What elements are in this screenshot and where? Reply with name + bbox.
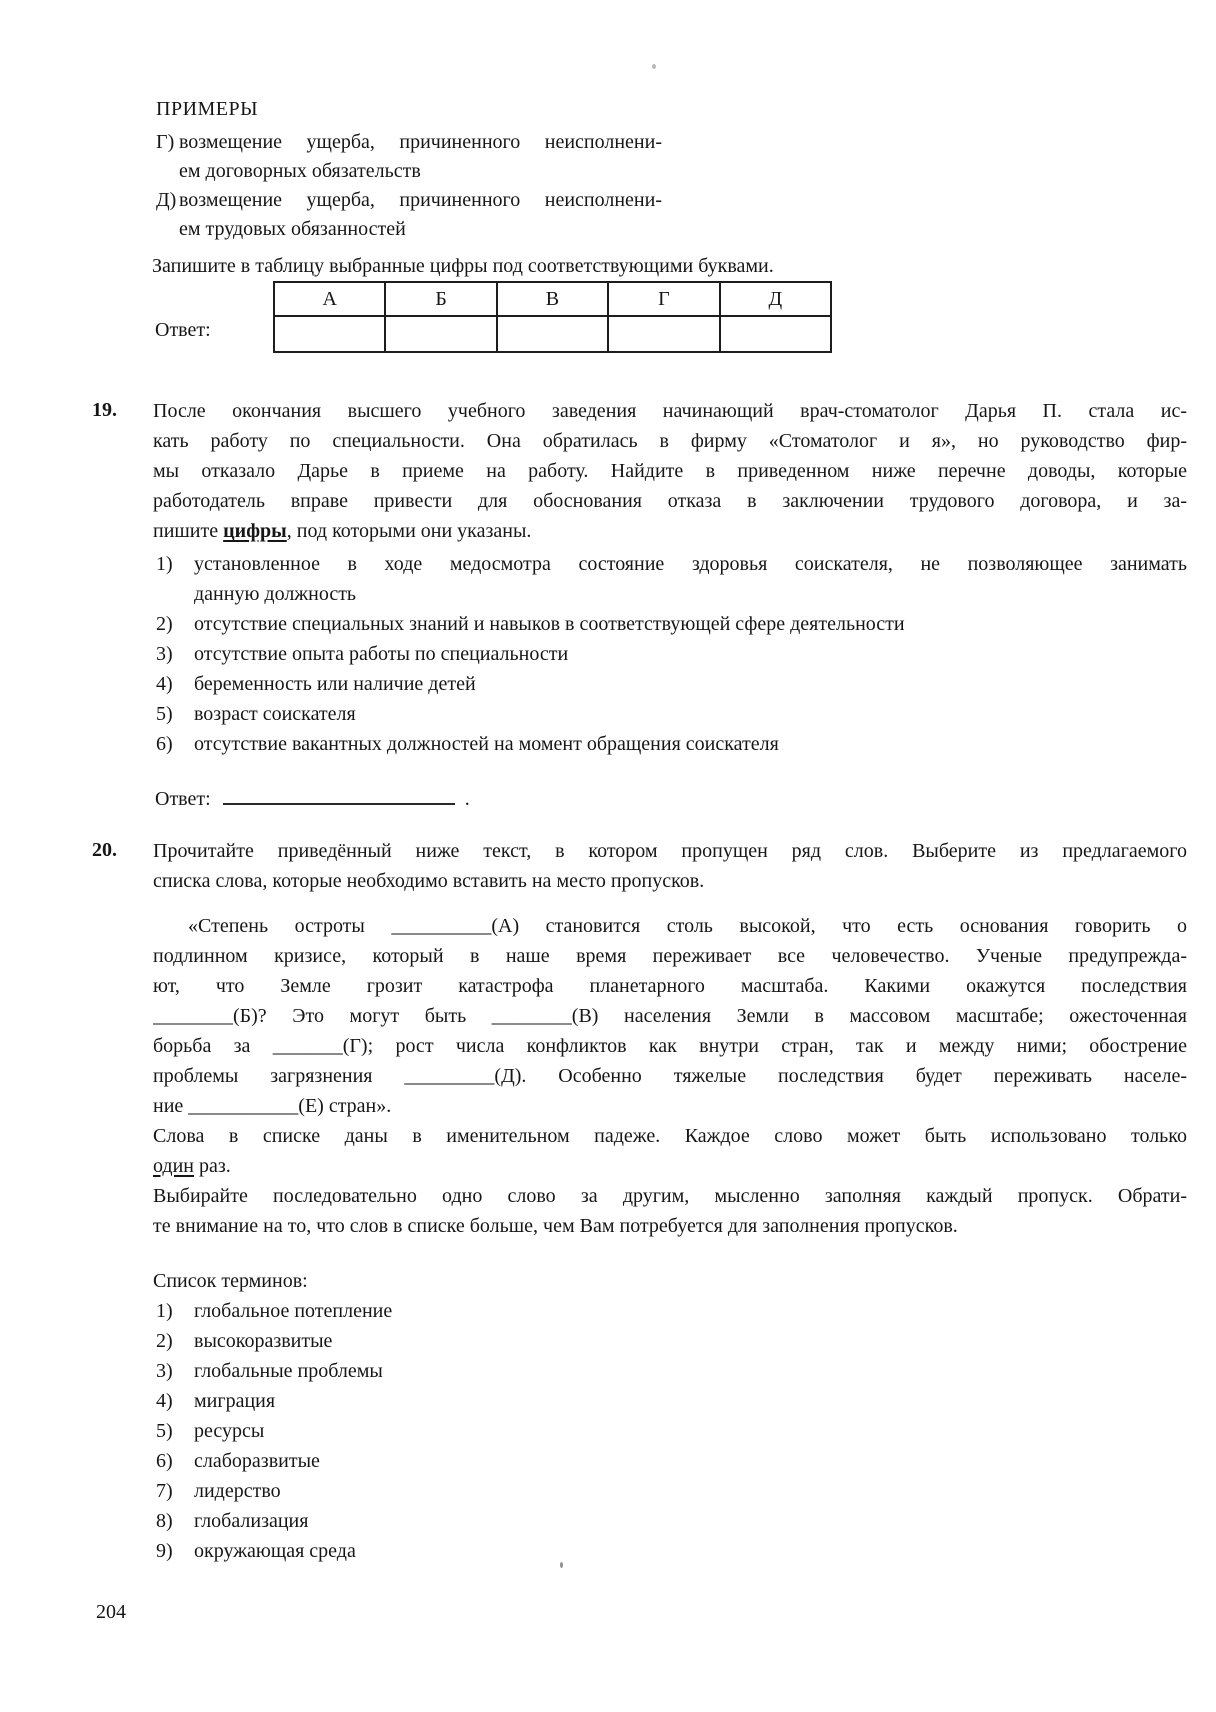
terms-list-heading: Список терминов: [153,1270,308,1292]
option-row [153,669,1187,699]
question-19 [92,396,1187,814]
example-text-line: ем договорных обязательств [179,160,421,182]
table-instruction: Запишите в таблицу выбранные цифры под соответствующими буквами. [152,255,774,277]
option-number: 6) [156,733,173,755]
question-text-line: После окончания высшего учебного заведения начинающий врач-стоматолог Дарья П. стала ис- [153,400,1187,422]
answer-table-empty-cell [274,316,385,352]
option-text: отсутствие специальных знаний и навыков в соответствующей сфере деятельности [194,613,905,635]
term-text: глобальные проблемы [194,1360,383,1382]
question-text-line: Прочитайте приведённый ниже текст, в котором пропущен ряд слов. Выберите из предлагаемого [153,840,1187,862]
term-row [153,1296,1187,1326]
term-number: 6) [156,1450,173,1472]
term-row [153,1386,1187,1416]
answer-table-header-cell: В [497,282,608,316]
question-text-line: работодатель вправе привести для обоснования отказа в заключении трудового договора, и за- [153,490,1187,512]
question-number: 19. [92,399,117,421]
answer-table-empty-cell [608,316,719,352]
term-row [153,1326,1187,1356]
term-text: высокоразвитые [194,1330,333,1352]
answer-table-empty-cell [720,316,831,352]
question-text-segment: пишите [153,520,224,542]
example-text-line: возмещение ущерба, причиненного неисполнени- [179,131,662,153]
question-body [153,836,1187,1566]
term-row [153,1506,1187,1536]
example-text [179,128,662,186]
passage-line: ют, что Земле грозит катастрофа планетарного масштаба. Какими окажутся последствия [153,975,1187,997]
option-row [153,639,1187,669]
example-text [179,186,662,244]
passage-line: ние ___________(Е) стран». [153,1095,392,1117]
passage-line: ________(Б)? Это могут быть ________(В) населения Земли в массовом масштабе; ожесточенная [153,1005,1187,1027]
page-number: 204 [96,1601,126,1623]
option-row [153,729,1187,759]
examples-section [92,95,1187,353]
term-number: 4) [156,1390,173,1412]
term-number: 7) [156,1480,173,1502]
note-text-segment: раз. [194,1155,231,1177]
answer-period: . [464,788,470,810]
question-text-line: списка слова, которые необходимо вставить на место пропусков. [153,870,705,892]
answer-table-header-cell: Г [608,282,719,316]
example-text-line: ем трудовых обязанностей [179,218,406,240]
question-text-line: кать работу по специальности. Она обратилась в фирму «Стоматолог и я», но руководство фир- [153,430,1187,452]
example-item [156,186,1187,244]
passage-with-blanks [153,911,1187,1121]
answer-table [273,281,832,353]
answer-table-header-cell: А [274,282,385,316]
term-number: 3) [156,1360,173,1382]
option-number: 1) [156,553,173,575]
option-text: отсутствие вакантных должностей на момент обращения соискателя [194,733,779,755]
term-text: миграция [194,1390,276,1412]
term-number: 2) [156,1330,173,1352]
answer-table-header-cell: Б [385,282,496,316]
answer-blank-underline [223,803,455,805]
option-row [153,609,1187,639]
term-number: 1) [156,1300,173,1322]
scan-speck [652,64,656,69]
passage-line: подлинном кризисе, который в наше время переживает все человечество. Ученые предупрежда- [153,945,1187,967]
answer-label: Ответ: [155,788,211,810]
answer-label: Ответ: [155,319,211,341]
answer-line [153,784,1187,814]
note-selection-hint [153,1181,1187,1241]
option-text [194,549,1187,609]
option-number: 4) [156,673,173,695]
examples-heading: ПРИМЕРЫ [156,98,259,120]
term-row [153,1356,1187,1386]
term-text: глобальное потепление [194,1300,393,1322]
option-number: 3) [156,643,173,665]
note-text-line: Слова в списке даны в именительном падеже. Каждое слово может быть использовано только [153,1125,1187,1147]
answer-table-value-row [274,316,831,352]
passage-line: «Степень остроты __________(А) становится столь высокой, что есть основания говорить о [188,915,1187,937]
term-number: 5) [156,1420,173,1442]
note-words-usage [153,1121,1187,1181]
term-row [153,1416,1187,1446]
option-number: 5) [156,703,173,725]
note-text-line: те внимание на то, что слов в списке больше, чем Вам потребуется для заполнения пропусков. [153,1215,958,1237]
emphasized-word: один [153,1155,195,1177]
question-body [153,396,1187,814]
term-number: 8) [156,1510,173,1532]
passage-line: проблемы загрязнения _________(Д). Особенно тяжелые последствия будет переживать населе- [153,1065,1187,1087]
option-text-line: данную должность [194,583,357,605]
example-item [156,128,1187,186]
term-row [153,1476,1187,1506]
term-number: 9) [156,1540,173,1562]
question-number: 20. [92,839,117,861]
note-text-line [153,1151,1187,1181]
example-letter: Д) [156,189,177,211]
answer-table-empty-cell [385,316,496,352]
passage-line: борьба за _______(Г); рост числа конфликтов как внутри стран, так и между ними; обострение [153,1035,1187,1057]
note-text-line: Выбирайте последовательно одно слово за другим, мысленно заполняя каждый пропуск. Обрати- [153,1185,1187,1207]
question-text-line [153,516,1187,546]
answer-table-empty-cell [497,316,608,352]
term-row [153,1446,1187,1476]
example-text-line: возмещение ущерба, причиненного неисполнени- [179,189,662,211]
answer-table-header-row [274,282,831,316]
option-row [153,549,1187,609]
option-number: 2) [156,613,173,635]
option-text: беременность или наличие детей [194,673,476,695]
question-text-segment: , под которыми они указаны. [286,520,532,542]
option-text-line: установленное в ходе медосмотра состояние здоровья соискателя, не позволяющее занимать [194,553,1187,575]
term-text: глобализация [194,1510,309,1532]
question-20 [92,836,1187,1566]
option-text: отсутствие опыта работы по специальности [194,643,569,665]
scan-speck [560,1562,563,1568]
term-row [153,1536,1187,1566]
terms-list [153,1296,1187,1566]
term-text: лидерство [194,1480,281,1502]
term-text: ресурсы [194,1420,265,1442]
example-letter: Г) [156,131,175,153]
question-text-line: мы отказало Дарье в приеме на работу. Найдите в приведенном ниже перечне доводы, которые [153,460,1187,482]
emphasized-word: цифры [223,520,287,542]
term-text: слаборазвитые [194,1450,320,1472]
answer-table-header-cell: Д [720,282,831,316]
answer-table-row [155,281,1187,353]
option-text: возраст соискателя [194,703,356,725]
options-list [153,549,1187,759]
term-text: окружающая среда [194,1540,356,1562]
option-row [153,699,1187,729]
